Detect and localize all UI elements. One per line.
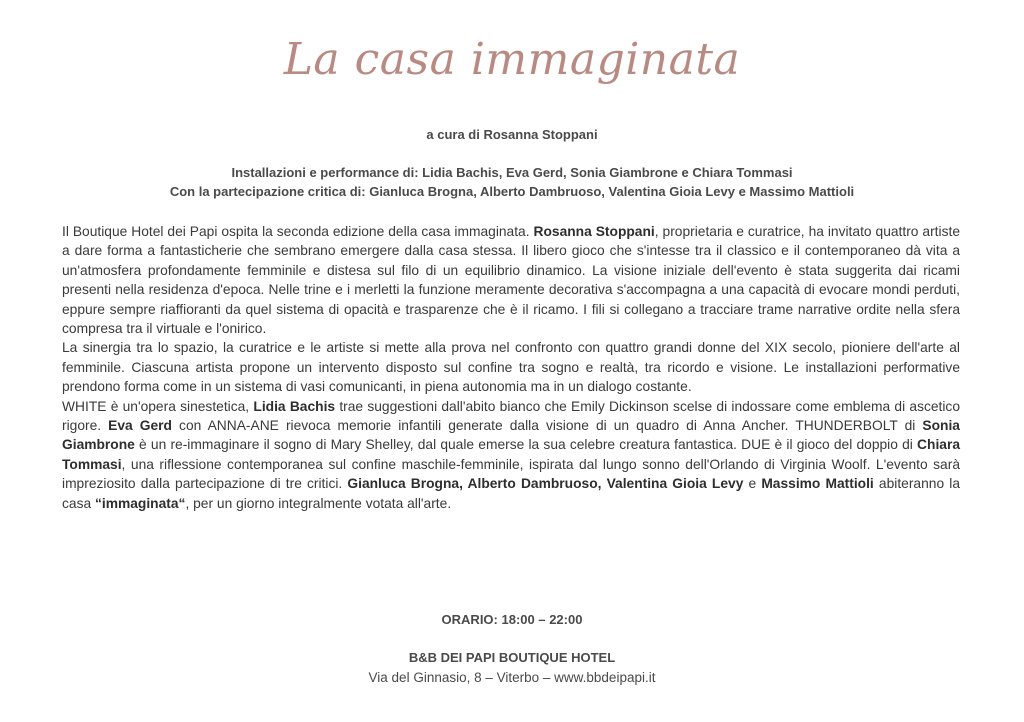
artist-name: Chiara Tommasi [62, 437, 960, 472]
text-run: con ANNA-ANE rievoca memorie infantili generate dalla visione di un quadro di Anna Ancher. THUNDERBOLT di [171, 418, 923, 434]
artist-name: Eva Gerd [108, 418, 172, 434]
artists-credit-line: Installazioni e performance di: Lidia Bachis, Eva Gerd, Sonia Giambrone e Chiara Tommasi [231, 165, 793, 180]
text-run: , una riflessione contemporanea sul confine maschile-femminile, ispirata dal lungo sonno dell'Orlando di Virginia Woolf. L'evento sarà impreziosito dalla partecipazione di tre critici. [62, 456, 960, 492]
text-run: Il Boutique Hotel dei Papi ospita la seconda edizione della casa immaginata. [62, 224, 534, 239]
paragraph-artworks [62, 397, 960, 513]
event-title: La casa immaginata [283, 34, 741, 85]
opening-hours: ORARIO: 18:00 – 22:00 [441, 612, 583, 627]
hotel-address: Via del Ginnasio, 8 – Viterbo – www.bbdeipapi.it [368, 670, 656, 685]
credits-block [0, 163, 1024, 201]
curator-name: Rosanna Stoppani [533, 224, 655, 239]
artist-name: Lidia Bachis [253, 398, 336, 414]
text-run: è un re-immaginare il sogno di Mary Shelley, dal quale emerse la sua celebre creatura fantastica. DUE è il gioco del doppio di [134, 437, 918, 453]
artist-name: Sonia Giambrone [62, 418, 960, 453]
hotel-name: B&B DEI PAPI BOUTIQUE HOTEL [408, 650, 616, 665]
text-run: , per un giorno integralmente votata all'arte. [185, 495, 452, 511]
curator-line: a cura di Rosanna Stoppani [426, 127, 598, 142]
critic-name: Massimo Mattioli [761, 476, 874, 492]
paragraph-intro [62, 222, 960, 338]
text-run: , proprietaria e curatrice, ha invitato quattro artiste a dare forma a fantasticherie che sembrano emergere dalla casa stessa. Il libero gioco che s'intesse tra il classico e il contemporaneo dà vita a un'atmosfera profondamente femminile e distesa sul filo di un equilibrio dinamico. La visione iniziale dell'evento è stata suggerita dai ricami presenti nella residenza d'epoca. Nelle trine e i merletti la funzione meramente decorativa s'accompagna a una capacità di evocare mondi perduti, eppure sempre riaffioranti da quel sistema di opacità e trasparenze che è il ricamo. I fili si collegano a tracciare trame narrative ordite nella sfera compresa tra il virtuale e l'onirico. [62, 224, 960, 337]
critics-credit-line: Con la partecipazione critica di: Gianluca Brogna, Alberto Dambruoso, Valentina Gioia Levy e Massimo Mattioli [169, 184, 855, 199]
text-run: abiteranno la casa [62, 476, 960, 511]
paragraph-synergy: La sinergia tra lo spazio, la curatrice e le artiste si mette alla prova nel confronto con quattro grandi donne del XIX secolo, pioniere dell'arte al femminile. Ciascuna artista propone un intervento disposto sul confine tra sogno e realtà, tra ricordo e visione. Le installazioni performative prendono forma come in un sistema di vasi comunicanti, in piena autonomia ma in un dialogo costante. [62, 340, 960, 395]
text-run: WHITE è un'opera sinestetica, [62, 398, 254, 414]
text-run: trae suggestioni dall'abito bianco che Emily Dickinson scelse di indossare come emblema di ascetico rigore. [62, 398, 961, 434]
text-run: e [743, 476, 762, 492]
emphasis-word: “immaginata“ [94, 495, 186, 511]
event-description [62, 222, 960, 513]
critics-names: Gianluca Brogna, Alberto Dambruoso, Valentina Gioia Levy [347, 476, 744, 492]
